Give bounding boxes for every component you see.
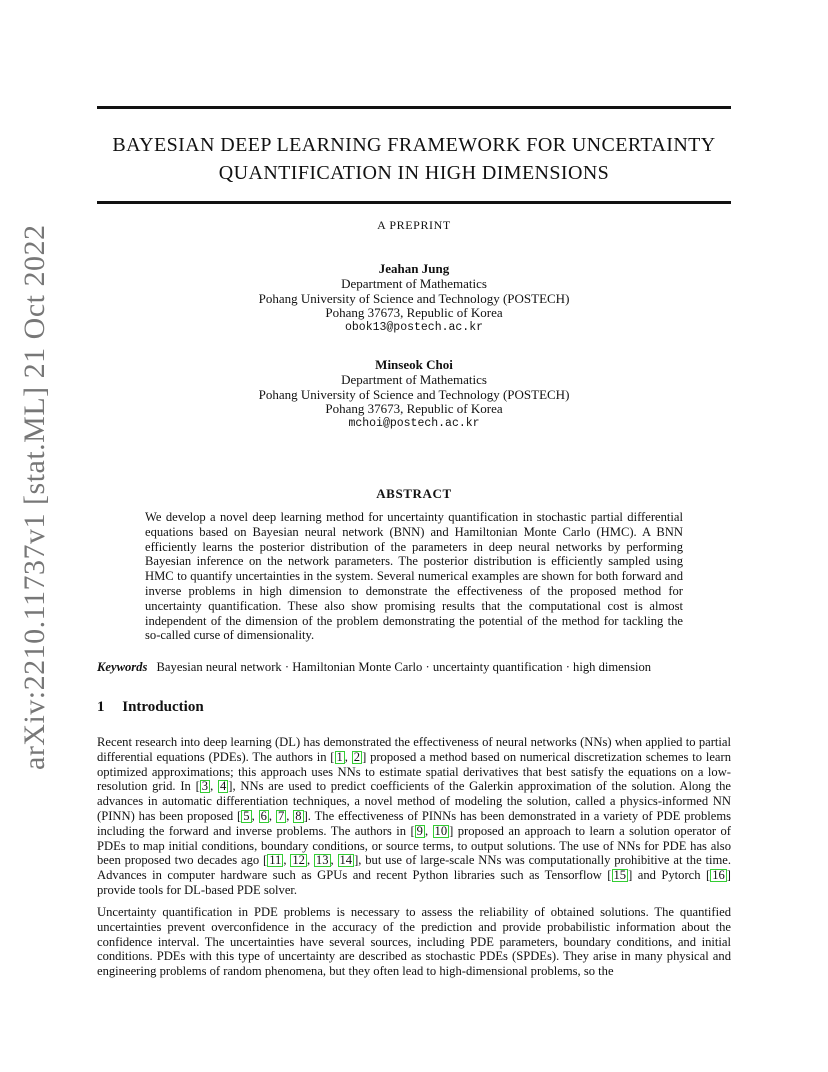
- text-run: ,: [251, 808, 259, 823]
- citation-link[interactable]: 6: [260, 808, 267, 823]
- text-run: ,: [424, 823, 433, 838]
- keywords-label: Keywords: [97, 660, 148, 674]
- citation-link[interactable]: 1: [336, 749, 343, 764]
- text-run: ] provide tools for DL-based PDE solver.: [97, 868, 731, 897]
- section-title: Introduction: [122, 699, 204, 715]
- title-rule-bottom: [97, 201, 731, 204]
- citation-link[interactable]: 13: [315, 853, 329, 868]
- abstract-heading: ABSTRACT: [376, 486, 452, 501]
- citation-link[interactable]: 3: [201, 779, 209, 794]
- text-run: ,: [286, 808, 294, 823]
- title-rule-top: [97, 106, 731, 109]
- intro-paragraph-1: [97, 735, 731, 898]
- keywords-line: [97, 660, 731, 675]
- author-university: Pohang University of Science and Technology (POSTECH): [258, 290, 570, 306]
- text-run: ,: [306, 853, 314, 868]
- section-heading: [97, 699, 204, 716]
- citation-link[interactable]: 10: [434, 823, 448, 838]
- author-university: Pohang University of Science and Technology (POSTECH): [258, 386, 570, 402]
- citation-link[interactable]: 15: [613, 868, 627, 883]
- text-run: ]. The effectiveness of PINNs has been demonstrated in a variety of PDE problems including the forward and inverse problems. The authors in [: [97, 808, 732, 838]
- citation-link[interactable]: 14: [339, 853, 353, 868]
- text-run: Recent research into deep learning (DL) has demonstrated the effectiveness of neural networks (NNs) when applied to partial differential equations (PDEs). The authors in [: [97, 735, 731, 764]
- citation-link[interactable]: 7: [277, 808, 285, 823]
- text-run: ,: [268, 808, 276, 823]
- author-department: Department of Mathematics: [341, 371, 487, 387]
- section-number: 1: [97, 699, 105, 715]
- author-department: Department of Mathematics: [341, 275, 487, 291]
- text-run: ] and Pytorch [: [628, 868, 711, 883]
- text-run: ], NNs are used to predict coefficients of the Galerkin approximation of the solution. Along the advances in automatic differentiation techniques, a novel method of modeling the solution, called a physics-informed NN (PINN) has been proposed [: [97, 779, 732, 823]
- text-run: ] proposed a method based on numerical discretization schemes to learn optimized approximations; this approach uses NNs to estimate spatial derivatives that best satisfy the equations on a low-resolution grid. In [: [97, 749, 731, 794]
- author-address: Pohang 37673, Republic of Korea: [325, 401, 503, 417]
- text-run: ,: [330, 853, 338, 868]
- citation-link[interactable]: 4: [220, 779, 227, 794]
- title-line-2: QUANTIFICATION IN HIGH DIMENSIONS: [218, 162, 610, 184]
- author-name: Jeahan Jung: [378, 261, 450, 276]
- arxiv-stamp: arXiv:2210.11737v1 [stat.ML] 21 Oct 2022: [18, 224, 51, 770]
- author-block-1: [97, 262, 731, 336]
- author-name: Minseok Choi: [375, 357, 453, 372]
- author-block-2: [97, 358, 731, 432]
- text-run: ], but use of large-scale NNs was computationally prohibitive at the time. Advances in computer hardware such as GPUs and recent Python libraries such as Tensorflow [: [97, 853, 732, 883]
- text-run: ] proposed an approach to learn a solution operator of PDEs to map initial conditions, boundary conditions, or source terms, to output solutions. The use of NNs for PDE has also been proposed two decades ago [: [97, 823, 731, 868]
- citation-link[interactable]: 16: [712, 868, 725, 883]
- citation-link[interactable]: 8: [295, 808, 302, 823]
- author-email[interactable]: mchoi@postech.ac.kr: [348, 417, 480, 431]
- text-run: ,: [210, 779, 218, 794]
- intro-paragraph-2: Uncertainty quantification in PDE problems is necessary to assess the reliability of obtained solutions. The quantified uncertainties prevent overconfidence in the accuracy of the prediction and provide probabilistic information about the confidence interval. The uncertainties have several sources, including PDE parameters, boundary conditions, and initial conditions. PDEs with this type of uncertainty are described as stochastic PDEs (SPDEs). They arise in many physical and engineering problems of random phenomena, but they often lead to high-dimensional problems, so the: [97, 905, 731, 979]
- preprint-label: A PREPRINT: [377, 218, 451, 232]
- keywords-text: Bayesian neural network · Hamiltonian Monte Carlo · uncertainty quantification · high dimension: [156, 660, 652, 674]
- citation-link[interactable]: 5: [243, 808, 250, 823]
- author-address: Pohang 37673, Republic of Korea: [325, 305, 503, 321]
- text-run: ,: [283, 853, 291, 868]
- citation-link[interactable]: 9: [416, 823, 423, 838]
- paper-title: [97, 131, 731, 187]
- text-run: ,: [344, 749, 352, 764]
- citation-link[interactable]: 11: [269, 853, 282, 868]
- abstract-text: We develop a novel deep learning method for uncertainty quantification in stochastic partial differential equations based on Bayesian neural network (BNN) and Hamiltonian Monte Carlo (HMC). A BNN efficiently learns the posterior distribution of the parameters in deep neural networks by performing Bayesian inference on the network parameters. The posterior distribution is efficiently sampled using HMC to quantify uncertainties in the system. Several numerical examples are shown for both forward and inverse problems in high dimension to demonstrate the effectiveness of the proposed method for uncertainty quantification. These also show promising results that the computational cost is almost independent of the dimension of the problem demonstrating the potential of the method for tackling the so-called curse of dimensionality.: [145, 510, 683, 643]
- citation-link[interactable]: 12: [292, 853, 305, 868]
- citation-link[interactable]: 2: [353, 749, 361, 764]
- author-email[interactable]: obok13@postech.ac.kr: [344, 321, 484, 335]
- title-line-1: BAYESIAN DEEP LEARNING FRAMEWORK FOR UNCERTAINTY: [112, 134, 716, 156]
